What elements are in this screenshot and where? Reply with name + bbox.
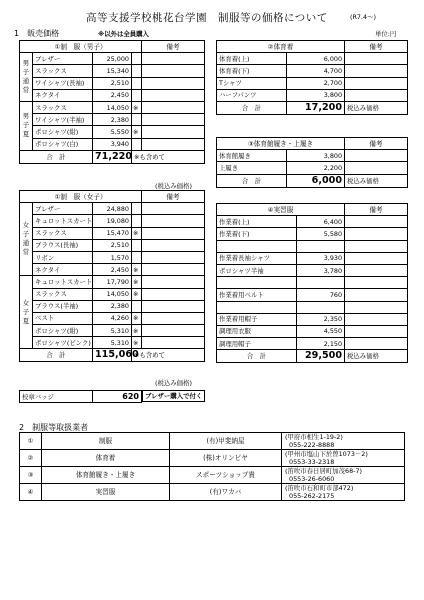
remarks-cell [345,240,408,252]
practice-clothes-table [216,203,408,363]
optional-mark: ※ [132,337,142,349]
total-row [217,350,408,363]
remarks-header: 備考 [345,41,408,53]
item-name: ブレザー [33,203,93,215]
table-row [217,338,408,350]
group-label: 男子夏 [20,101,33,150]
table-row [217,150,408,162]
vendor-address [282,467,405,484]
group-label: 男子通常 [20,53,33,102]
remarks-cell [345,289,408,301]
table-row [20,288,205,300]
item-price: 5,310 [93,337,132,349]
shoes-header: ③体育館履き・上履き [217,138,345,150]
item-name: スラックス [33,65,93,77]
remarks-cell [142,138,205,150]
remarks-cell [142,53,205,65]
item-price: 19,080 [93,215,132,227]
remarks-cell [345,338,408,350]
item-name: ポロシャツ半袖 [217,264,297,276]
remarks-cell [142,126,205,138]
badge-table [19,390,142,403]
badge-note: ブレザー購入で付く [142,390,205,402]
item-price: 24,880 [93,203,132,215]
item-name: ネクタイ [33,264,93,276]
item-name: ブレザー [33,53,93,65]
total-value: 71,220 [93,150,132,163]
item-name: スラックス [33,101,93,113]
table-row [20,126,205,138]
item-name: 体育着(下) [217,65,287,77]
item-price: 3,930 [297,252,345,264]
total-label: 合 計 [217,101,287,114]
item-price: 3,800 [287,89,345,101]
vendor-address-line: (笛吹市石和町市部472) [285,484,354,492]
item-price: 6,000 [287,53,345,65]
item-name: 作業着(上) [217,216,297,228]
vendor-name: (株)オリンピヤ [170,450,282,467]
table-row [20,300,205,312]
table-row [217,289,408,301]
optional-mark [132,300,142,312]
vendor-table [19,432,405,501]
table-row [20,101,205,113]
item-name: 体育着(上) [217,53,287,65]
item-price: 3,780 [297,264,345,276]
table-row [20,325,205,337]
vendor-address-line: (甲府市相生1-19-2) [285,433,343,441]
item-price: 6,400 [297,216,345,228]
vendor-item: 実習服 [42,484,170,501]
vendor-name: スポーツショップ貴 [170,467,282,484]
item-price: 5,580 [297,228,345,240]
remarks-header: 備考 [345,204,408,216]
optional-mark [132,77,142,89]
vendor-phone: 0553-33-2318 [289,458,335,466]
optional-mark [132,239,142,251]
remarks-cell [142,114,205,126]
remarks-cell [142,89,205,101]
optional-mark: ※ [132,101,142,113]
total-note: 税込み価格 [345,350,408,363]
item-price [297,301,345,313]
item-name: 作業着用ベルト [217,289,297,301]
vendor-phone: 055-222-8888 [289,441,335,449]
table-row [20,227,205,239]
item-price: 760 [297,289,345,301]
table-row [217,252,408,264]
table-row [20,276,205,288]
table-row [20,77,205,89]
shoes-table [216,137,408,188]
remarks-cell [142,101,205,113]
item-price: 17,790 [93,276,132,288]
total-label: 合 計 [20,349,93,362]
remarks-cell [142,276,205,288]
optional-mark: ※ [132,312,142,324]
remarks-cell [345,89,408,101]
item-price [297,240,345,252]
item-name: ポロシャツ(ピンク) [33,337,93,349]
optional-mark [132,138,142,150]
badge-label: 校章バッジ [20,391,93,403]
remarks-cell [142,239,205,251]
optional-mark: ※ [132,227,142,239]
gym-clothes-header: ②体育着 [217,41,345,53]
remarks-cell [345,53,408,65]
total-label: 合 計 [217,350,297,363]
vendor-name: (有)甲斐納屋 [170,433,282,450]
badge-price: 620 [93,391,142,403]
table-row [20,114,205,126]
table-row [20,138,205,150]
table-row [20,215,205,227]
remarks-cell [345,162,408,174]
group-label: 女子通常 [20,203,33,276]
table-row [20,251,205,263]
optional-mark: ※ [132,325,142,337]
vendor-phone: 0553-26-6060 [289,475,335,483]
item-name: ワイシャツ(長袖) [33,77,93,89]
item-price: 3,800 [287,150,345,162]
item-price: 3,940 [93,138,132,150]
optional-mark [132,203,142,215]
table-row [20,65,205,77]
item-price: 2,510 [93,239,132,251]
remarks-cell [142,337,205,349]
remarks-cell [142,325,205,337]
item-price: 5,550 [93,126,132,138]
remarks-cell [142,65,205,77]
table-row [217,216,408,228]
item-price: 25,000 [93,53,132,65]
section-1-heading: 1 販売価格 [14,29,60,38]
remarks-cell [142,300,205,312]
vendor-address [282,450,405,467]
item-name: リボン [33,251,93,263]
item-name: ブラウス(半袖) [33,300,93,312]
vendor-number: ③ [20,467,42,484]
vendor-item: 体育館履き・上履き [42,467,170,484]
total-note: ※も含めて [132,150,205,163]
remarks-cell [345,313,408,325]
total-row [20,150,205,163]
item-price: 15,340 [93,65,132,77]
item-price [297,277,345,289]
item-price: 1,570 [93,251,132,263]
vendor-item: 体育着 [42,450,170,467]
item-price: 14,050 [93,288,132,300]
remarks-cell [345,228,408,240]
table-row [217,228,408,240]
female-uniform-table [19,190,205,362]
remarks-cell [142,215,205,227]
item-name: ハーフパンツ [217,89,287,101]
table-row [20,264,205,276]
group-label: 女子夏 [20,276,33,349]
item-name: キュロットスカート [33,215,93,227]
remarks-cell [345,325,408,337]
section-2-heading: 2 制服等取扱業者 [19,423,89,432]
remarks-cell [345,65,408,77]
remarks-header: 備考 [142,41,205,53]
item-price: 2,700 [287,77,345,89]
table-row [217,89,408,101]
item-name [217,240,297,252]
item-name: 調理用帽子 [217,338,297,350]
table-row [217,77,408,89]
remarks-cell [142,227,205,239]
remarks-cell [345,277,408,289]
item-price: 2,510 [93,77,132,89]
item-price: 15,470 [93,227,132,239]
total-row [217,101,408,114]
vendor-phone: 055-262-2175 [289,492,335,500]
item-price: 2,380 [93,300,132,312]
item-price: 2,200 [287,162,345,174]
table-row [217,277,408,289]
total-value: 6,000 [287,174,345,187]
item-name: 調理用衣服 [217,325,297,337]
item-name: ベスト [33,312,93,324]
table-row [20,53,205,65]
remarks-header: 備考 [142,191,205,203]
table-row [217,264,408,276]
optional-mark [132,114,142,126]
total-row [20,349,205,362]
remarks-cell [345,216,408,228]
optional-mark [132,65,142,77]
remarks-cell [142,203,205,215]
total-row [217,174,408,187]
remarks-cell [142,77,205,89]
item-name: 作業着長袖シャツ [217,252,297,264]
item-price: 2,350 [297,313,345,325]
item-price: 14,050 [93,101,132,113]
vendor-row [20,450,405,467]
item-name: キュロットスカート [33,276,93,288]
remarks-cell [142,264,205,276]
optional-mark [132,215,142,227]
table-row [20,239,205,251]
item-price: 4,260 [93,312,132,324]
vendor-number: ④ [20,484,42,501]
tax-note: (税込み価格) [155,379,192,387]
item-name: 上履き [217,162,287,174]
total-label: 合 計 [217,174,287,187]
vendor-address [282,433,405,450]
item-price: 2,450 [93,89,132,101]
item-name: ワイシャツ(半袖) [33,114,93,126]
table-row [217,325,408,337]
table-row [217,162,408,174]
gym-clothes-table [216,40,408,115]
female-uniform-header: ①制 服（女子） [20,191,142,203]
vendor-row [20,433,405,450]
item-name: ブラウス(長袖) [33,239,93,251]
table-row [217,65,408,77]
item-name: ポロシャツ(紺) [33,325,93,337]
vendor-name: (有)ワカバ [170,484,282,501]
revision-date: (R7.4～) [350,13,376,21]
vendor-row [20,484,405,501]
table-row [217,53,408,65]
optional-mark: ※ [132,126,142,138]
item-price: 2,150 [297,338,345,350]
total-note: 税込み価格 [345,174,408,187]
total-note: ※も含めて [132,349,205,362]
item-name: ネクタイ [33,89,93,101]
vendor-address [282,484,405,501]
item-name: ポロシャツ(白) [33,138,93,150]
page-title: 高等支援学校桃花台学園 制服等の価格について [86,12,328,24]
optional-mark: ※ [132,264,142,276]
item-name: 体育館履き [217,150,287,162]
item-price: 2,450 [93,264,132,276]
vendor-address-line: (甲州市塩山下於曽1073－2) [285,450,368,458]
total-note: 税込み価格 [345,101,408,114]
optional-mark [132,89,142,101]
vendor-row [20,467,405,484]
item-name: Tシャツ [217,77,287,89]
vendor-address-line: (笛吹市春日居町加茂68-7) [285,467,363,475]
optional-mark: ※ [132,276,142,288]
optional-mark [132,53,142,65]
item-price: 4,700 [287,65,345,77]
item-price: 4,550 [297,325,345,337]
table-row [217,313,408,325]
item-name: スラックス [33,227,93,239]
table-row [20,89,205,101]
item-name: スラックス [33,288,93,300]
total-label: 合 計 [20,150,93,163]
item-price: 5,310 [93,325,132,337]
optional-mark: ※ [132,288,142,300]
remarks-cell [345,301,408,313]
unit-label: 単位:円 [375,30,397,38]
item-name: ポロシャツ(紺) [33,126,93,138]
remarks-cell [142,288,205,300]
remarks-cell [345,77,408,89]
item-price: 2,380 [93,114,132,126]
table-row [20,312,205,324]
table-row [217,301,408,313]
practice-clothes-header: ④実習服 [217,204,345,216]
remarks-cell [142,312,205,324]
table-row [217,240,408,252]
item-name [217,301,297,313]
remarks-cell [345,264,408,276]
total-value: 115,060 [93,349,132,362]
item-name: 作業着用帽子 [217,313,297,325]
male-uniform-header: ①制 服（男子） [20,41,142,53]
remarks-header: 備考 [345,138,408,150]
tax-note: (税込み価格) [155,182,192,190]
optional-mark [132,251,142,263]
vendor-number: ① [20,433,42,450]
table-row [20,337,205,349]
vendor-number: ② [20,450,42,467]
remarks-cell [345,252,408,264]
remarks-cell [345,150,408,162]
item-name: 作業着(下) [217,228,297,240]
item-name [217,277,297,289]
remarks-cell [142,251,205,263]
total-value: 29,500 [297,350,345,363]
table-row [20,203,205,215]
total-value: 17,200 [287,101,345,114]
vendor-item: 制服 [42,433,170,450]
male-uniform-table [19,40,205,164]
purchase-note: ※以外は全員購入 [98,30,149,38]
